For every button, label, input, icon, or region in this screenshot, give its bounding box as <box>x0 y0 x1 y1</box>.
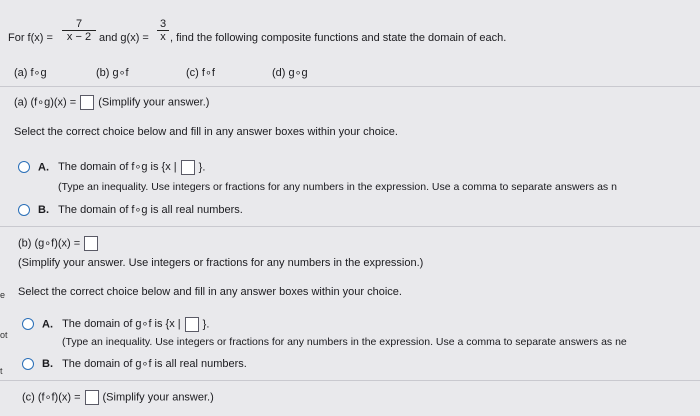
part-b-choice-a <box>42 317 209 332</box>
g-numerator: 3 <box>159 18 167 30</box>
part-c-answer-box[interactable] <box>85 390 99 405</box>
part-a-select-prompt: Select the correct choice below and fill in any answer boxes within your choice. <box>14 126 398 138</box>
part-b-label: (b) (g∘f)(x) = <box>18 237 81 250</box>
part-b-select-prompt: Select the correct choice below and fill in any answer boxes within your choice. <box>18 286 402 298</box>
part-b-answer-box[interactable] <box>84 236 98 251</box>
part-label-a: (a) f∘g <box>14 67 47 79</box>
part-a-choice-b <box>38 203 243 216</box>
f-fraction <box>62 18 96 43</box>
g-fraction <box>157 18 169 43</box>
divider <box>0 380 700 381</box>
part-a-choice-a-radio[interactable] <box>18 161 30 173</box>
part-a-answer-box[interactable] <box>80 95 94 110</box>
part-b-domain-box[interactable] <box>185 317 199 332</box>
divider <box>0 226 700 227</box>
part-b-choice-b <box>42 357 247 370</box>
choice-letter: A. <box>42 318 53 331</box>
edge-mark: e <box>0 290 6 300</box>
part-label-b: (b) g∘f <box>96 67 129 79</box>
part-a-hint: (Simplify your answer.) <box>98 96 210 109</box>
choice-letter: B. <box>38 204 49 216</box>
choice-text: The domain of g∘f is all real numbers. <box>62 358 247 370</box>
and-g-text: and g(x) = <box>99 32 149 44</box>
part-c-answer-row <box>22 390 214 405</box>
part-label-c: (c) f∘f <box>186 67 215 79</box>
part-label-d: (d) g∘g <box>272 67 308 79</box>
part-b-choice-a-note: (Type an inequality. Use integers or fractions for any numbers in the expression. Use a comma to separate answers as ne <box>62 336 627 348</box>
part-a-choice-a <box>38 160 205 175</box>
f-numerator: 7 <box>75 18 83 30</box>
part-a-choice-a-note: (Type an inequality. Use integers or fractions for any numbers in the expression. Use a comma to separate answers as n <box>58 181 617 193</box>
part-a-choice-b-radio[interactable] <box>18 204 30 216</box>
part-b-answer-row <box>18 236 102 251</box>
part-a-domain-box[interactable] <box>181 160 195 175</box>
part-a-answer-row <box>14 95 209 110</box>
edge-mark: t <box>0 366 3 376</box>
problem-instruction: , find the following composite functions and state the domain of each. <box>170 32 507 44</box>
choice-text: The domain of g∘f is {x | <box>62 318 181 331</box>
choice-text: The domain of f∘g is {x | <box>58 161 177 174</box>
part-c-hint: (Simplify your answer.) <box>102 391 214 404</box>
choice-close: }. <box>202 318 210 331</box>
part-b-choice-b-radio[interactable] <box>22 358 34 370</box>
divider <box>0 86 700 87</box>
problem-prefix: For f(x) = <box>8 32 53 44</box>
part-b-hint: (Simplify your answer. Use integers or fractions for any numbers in the expression.) <box>18 257 424 269</box>
choice-close: }. <box>198 161 206 174</box>
choice-letter: A. <box>38 161 49 174</box>
part-b-choice-a-radio[interactable] <box>22 318 34 330</box>
part-a-label: (a) (f∘g)(x) = <box>14 96 77 109</box>
part-c-label: (c) (f∘f)(x) = <box>22 391 81 404</box>
f-denominator: x − 2 <box>66 31 92 43</box>
edge-mark: ot <box>0 330 8 340</box>
g-denominator: x <box>160 31 166 43</box>
choice-text: The domain of f∘g is all real numbers. <box>58 204 243 216</box>
choice-letter: B. <box>42 358 53 370</box>
